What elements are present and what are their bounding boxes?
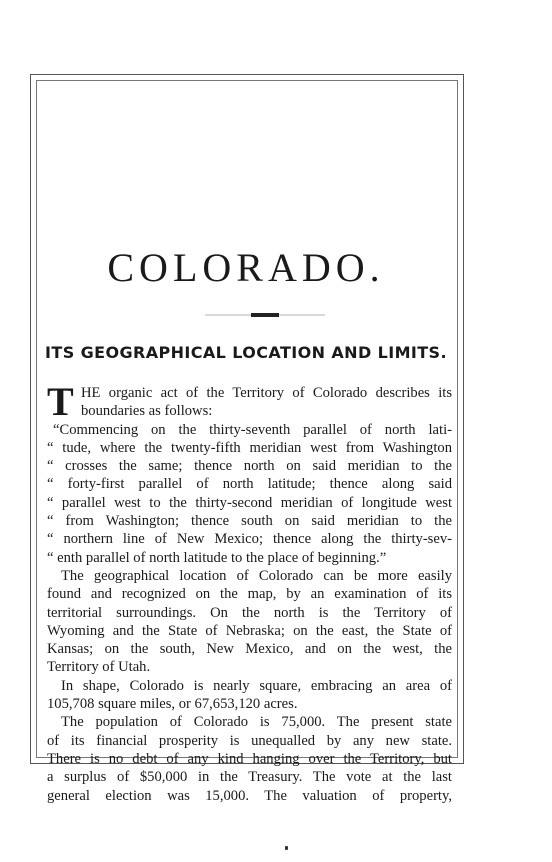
- text-line: HE organic act of the Territory of Colorado describes its: [81, 385, 452, 401]
- text-line: “ tude, where the twenty-fifth meridian west from Washington: [47, 439, 452, 456]
- text-line: “ crosses the same; thence north on said meridian to the: [47, 458, 452, 475]
- text-line: boundaries as follows:: [81, 403, 213, 420]
- text-line: Territory of Utah.: [47, 659, 151, 676]
- text-line: general election was 15,000. The valuation of property,: [47, 787, 452, 804]
- text-line: The geographical location of Colorado can be more easily: [61, 567, 452, 584]
- text-line: of its financial prosperity is unequalled by any new state.: [47, 732, 452, 749]
- text-line: territorial surroundings. On the north is the Territory of: [47, 604, 452, 621]
- drop-cap: T: [47, 379, 74, 424]
- text-line: 105,708 square miles, or 67,653,120 acres.: [47, 696, 298, 713]
- text-line: a surplus of $50,000 in the Treasury. The vote at the last: [47, 769, 452, 786]
- text-line: There is no debt of any kind hanging over the Territory, but: [47, 750, 452, 767]
- text-line: found and recognized on the map, by an examination of its: [47, 586, 452, 603]
- section-heading: ITS GEOGRAPHICAL LOCATION AND LIMITS.: [45, 343, 447, 362]
- text-line: In shape, Colorado is nearly square, embracing an area of: [61, 677, 452, 694]
- text-line: “ from Washington; thence south on said meridian to the: [47, 513, 452, 530]
- text-line: The population of Colorado is 75,000. The present state: [61, 714, 452, 731]
- page-mark: [285, 846, 288, 850]
- text-line: “ forty-first parallel of north latitude; thence along said: [47, 476, 452, 493]
- text-line: “Commencing on the thirty-seventh parallel of north lati-: [53, 421, 452, 438]
- text-line: “ enth parallel of north latitude to the place of beginning.”: [47, 549, 387, 566]
- text-line: Kansas; on the south, New Mexico, and on the west, the: [47, 641, 452, 658]
- body-text: [47, 379, 452, 805]
- text-line: Wyoming and the State of Nebraska; on the east, the State of: [47, 622, 452, 639]
- page-title: COLORADO.: [107, 245, 385, 290]
- text-line: “ parallel west to the thirty-second meridian of longitude west: [47, 494, 452, 511]
- ornament-divider: [205, 312, 325, 318]
- text-line: “ northern line of New Mexico; thence along the thirty-sev-: [47, 531, 452, 548]
